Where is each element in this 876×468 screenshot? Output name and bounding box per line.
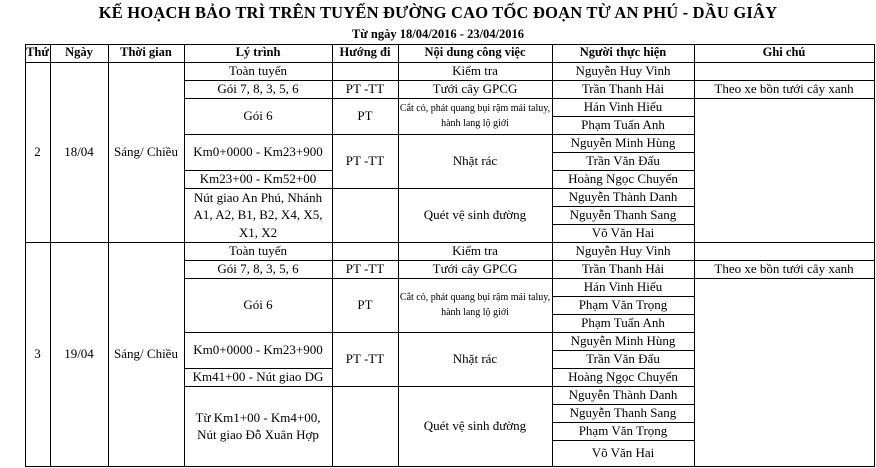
- grid-line: [874, 44, 875, 62]
- staff-name: Nguyễn Thành Danh: [568, 387, 678, 403]
- page-subtitle: Từ ngày 18/04/2016 - 23/04/2016: [351, 27, 525, 41]
- direction: PT -TT: [345, 153, 385, 169]
- task-content: Nhặt rác: [452, 351, 498, 367]
- grid-line: [874, 62, 875, 242]
- staff-name: Hán Vinh Hiếu: [583, 279, 663, 295]
- header-thoi-gian: Thời gian: [120, 45, 172, 60]
- header-huong-di: Hướng đi: [339, 45, 391, 60]
- staff-name: Phạm Văn Trọng: [578, 423, 668, 439]
- task-content: Quét vệ sinh đường: [423, 207, 527, 223]
- day-number: 2: [34, 144, 41, 160]
- staff-name: Phạm Tuấn Anh: [581, 315, 665, 331]
- route-section: Gói 7, 8, 3, 5, 6: [217, 81, 299, 97]
- time-of-day: Sáng/ Chiều: [114, 144, 178, 160]
- staff-name: Phạm Văn Trọng: [578, 297, 668, 313]
- route-section: Km0+0000 - Km23+900: [193, 342, 323, 358]
- direction: PT -TT: [345, 351, 385, 367]
- grid-line: [398, 466, 552, 467]
- grid-line: [694, 278, 874, 279]
- direction: PT: [357, 297, 373, 313]
- staff-name: Võ Văn Hai: [591, 445, 655, 461]
- route-section: Từ Km1+00 - Km4+00, Nút giao Đỗ Xuân Hợp: [195, 409, 321, 442]
- staff-name: Trần Thanh Hải: [581, 81, 665, 97]
- staff-name: Nguyễn Huy Vinh: [575, 63, 671, 79]
- staff-name: Hoàng Ngọc Chuyển: [568, 171, 678, 187]
- task-content: Tưới cây GPCG: [432, 81, 518, 97]
- grid-line: [694, 98, 874, 99]
- task-content: Kiểm tra: [452, 63, 498, 79]
- direction: PT: [357, 108, 373, 124]
- time-of-day: Sáng/ Chiều: [114, 346, 178, 362]
- task-content: Cắt cỏ, phát quang bụi rậm mái taluy, hành lang lộ giới: [399, 292, 551, 318]
- day-number: 3: [34, 346, 41, 362]
- staff-name: Nguyễn Minh Hùng: [570, 135, 676, 151]
- staff-name: Trần Văn Đấu: [586, 153, 660, 169]
- route-section: Toàn tuyến: [229, 63, 287, 79]
- day-date: 18/04: [64, 144, 94, 160]
- staff-name: Trần Văn Đấu: [586, 351, 660, 367]
- route-section: Toàn tuyến: [229, 243, 287, 259]
- header-nguoi-thuc-hien: Người thực hiện: [579, 45, 667, 60]
- grid-line: [184, 466, 332, 467]
- staff-name: Hán Vinh Hiếu: [583, 99, 663, 115]
- staff-name: Võ Văn Hai: [591, 225, 655, 241]
- route-section: Nút giao An Phú, Nhánh A1, A2, B1, B2, X4, X5, X1, X2: [193, 189, 323, 240]
- route-section: Km41+00 - Nút giao DG: [192, 369, 324, 385]
- grid-line: [332, 386, 398, 387]
- route-section: Gói 6: [243, 297, 273, 313]
- staff-name: Nguyễn Thành Danh: [568, 189, 678, 205]
- task-content: Nhặt rác: [452, 153, 498, 169]
- staff-name: Hoàng Ngọc Chuyển: [568, 369, 678, 385]
- staff-name: Phạm Tuấn Anh: [581, 117, 665, 133]
- page-title: KẾ HOẠCH BẢO TRÌ TRÊN TUYẾN ĐƯỜNG CAO TỐC ĐOẠN TỪ AN PHÚ - DẦU GIÂY: [98, 3, 778, 22]
- header-ghi-chu: Ghi chú: [762, 45, 806, 60]
- note: Theo xe bồn tưới cây xanh: [714, 81, 854, 97]
- header-ngay: Ngày: [65, 45, 93, 60]
- header-ly-trinh: Lý trình: [235, 45, 281, 60]
- route-section: Km23+00 - Km52+00: [199, 171, 317, 187]
- route-section: Gói 6: [243, 108, 273, 124]
- task-content: Cắt cỏ, phát quang bụi rậm mái taluy, hành lang lộ giới: [399, 103, 551, 129]
- grid-line: [552, 466, 694, 467]
- header-noi-dung: Nội dung công việc: [424, 45, 526, 60]
- note: Theo xe bồn tưới cây xanh: [714, 261, 854, 277]
- grid-line: [874, 242, 875, 466]
- day-date: 19/04: [64, 346, 94, 362]
- header-thu: Thứ: [26, 45, 49, 60]
- staff-name: Nguyễn Thanh Sang: [569, 207, 677, 223]
- task-content: Tưới cây GPCG: [432, 261, 518, 277]
- direction: PT -TT: [345, 261, 385, 277]
- route-section: Km0+0000 - Km23+900: [193, 144, 323, 160]
- route-section: Gói 7, 8, 3, 5, 6: [217, 261, 299, 277]
- staff-name: Nguyễn Minh Hùng: [570, 333, 676, 349]
- grid-line: [332, 188, 398, 189]
- task-content: Quét vệ sinh đường: [423, 418, 527, 434]
- direction: PT -TT: [345, 81, 385, 97]
- task-content: Kiểm tra: [452, 243, 498, 259]
- staff-name: Nguyễn Thanh Sang: [569, 405, 677, 421]
- staff-name: Nguyễn Huy Vinh: [575, 243, 671, 259]
- schedule-table: [0, 43, 876, 468]
- staff-name: Trần Thanh Hải: [581, 261, 665, 277]
